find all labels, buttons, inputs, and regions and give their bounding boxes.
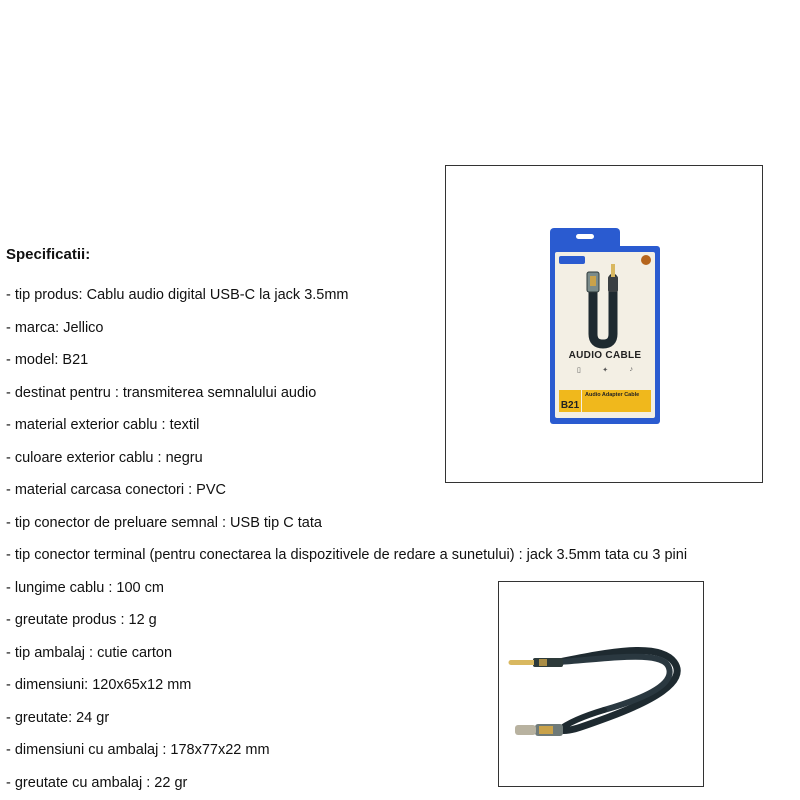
model-tag: B21: [559, 390, 581, 412]
spec-item: - tip conector terminal (pentru conectarea la dispozitivele de redare a sunetului) : jack 3.5mm tata cu 3 pini: [6, 547, 688, 563]
package-window: [555, 252, 655, 418]
cable-illustration: [499, 582, 703, 786]
music-note-icon: ♪: [629, 366, 633, 373]
cable-photo: [498, 581, 704, 787]
package-title: AUDIO CABLE: [568, 350, 642, 361]
spec-item: - material carcasa conectori : PVC: [6, 482, 226, 498]
spec-item: - model: B21: [6, 352, 89, 368]
spec-item: - tip conector de preluare semnal : USB tip C tata: [6, 514, 322, 531]
package-photo: [445, 165, 763, 483]
spec-item: - greutate cu ambalaj : 22 gr: [6, 774, 188, 791]
spec-item: - dimensiuni: 120x65x12 mm: [6, 677, 192, 693]
spec-item: - tip produs: Cablu audio digital USB-C la jack 3.5mm: [6, 287, 349, 303]
product-strip: Audio Adapter Cable: [582, 390, 651, 412]
spec-item: - culoare exterior cablu : negru: [6, 449, 203, 466]
plus-icon: ✦: [602, 367, 609, 374]
spec-item: - greutate produs : 12 g: [6, 612, 157, 628]
spec-item: - marca: Jellico: [6, 319, 104, 336]
usb-c-connector-icon: [515, 724, 563, 736]
audio-jack-icon: [509, 658, 564, 667]
spec-item: - destinat pentru : transmiterea semnalului audio: [6, 384, 317, 401]
spec-item: - dimensiuni cu ambalaj : 178x77x22 mm: [6, 742, 270, 758]
package-box: [550, 246, 660, 424]
phone-icon: ▯: [577, 367, 581, 374]
coiled-cable-in-box: [555, 256, 655, 352]
spec-item: - material exterior cablu : textil: [6, 417, 200, 433]
feature-icons: [577, 366, 633, 378]
spec-item: - lungime cablu : 100 cm: [6, 579, 164, 596]
specs-heading: Specificatii:: [6, 246, 91, 263]
spec-item: - greutate: 24 gr: [6, 709, 110, 726]
spec-item: - tip ambalaj : cutie carton: [6, 644, 173, 661]
